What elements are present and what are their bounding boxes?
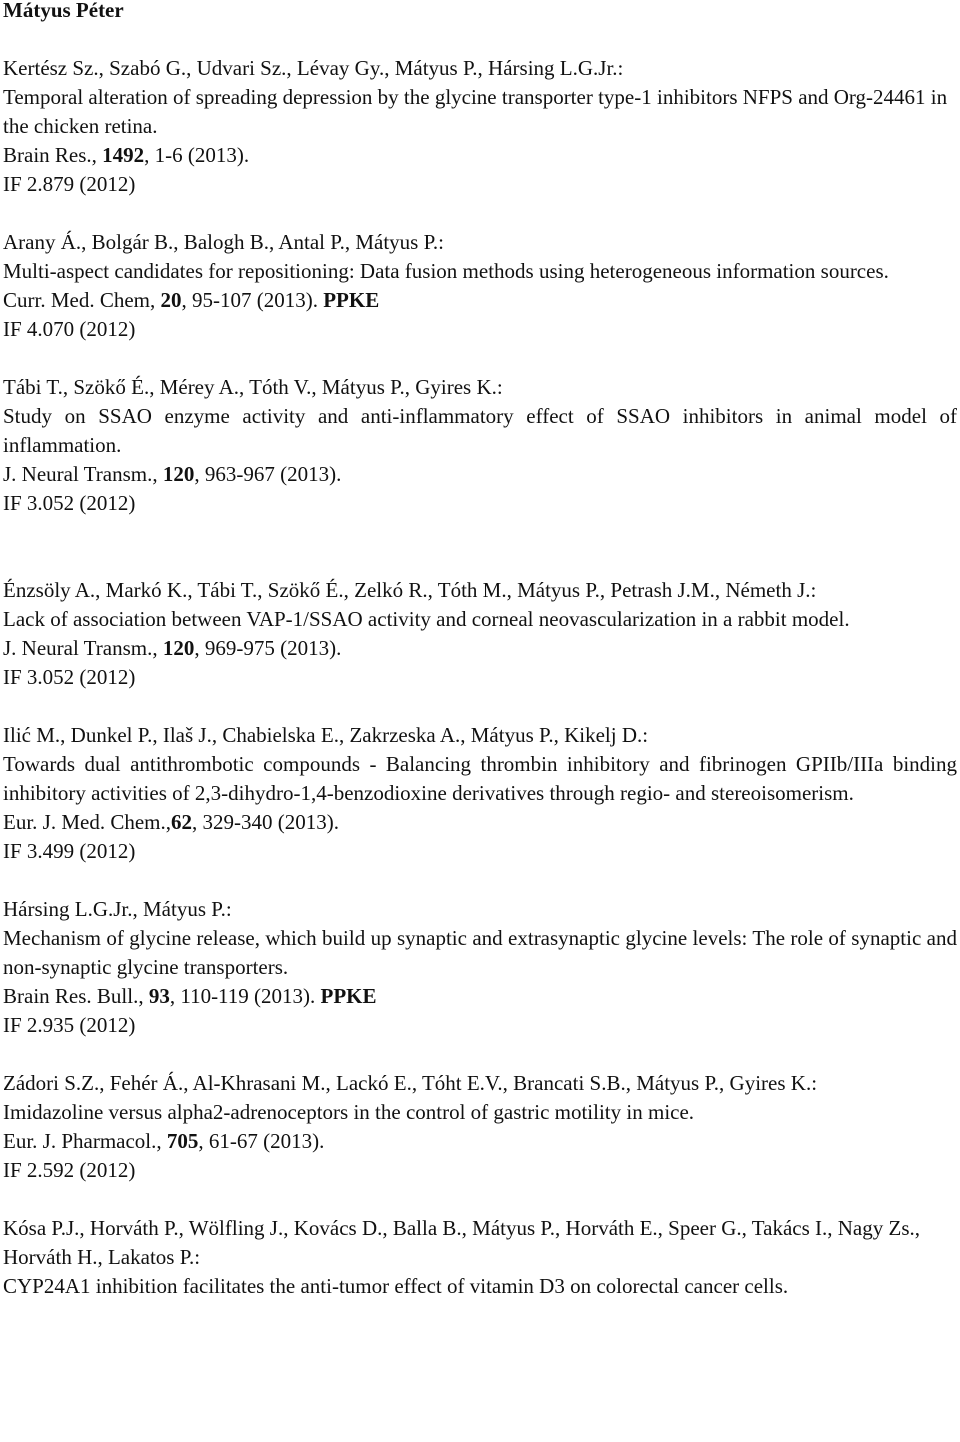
- spacer: [3, 25, 957, 54]
- publication-citation: J. Neural Transm., 120, 963-967 (2013).: [3, 462, 342, 486]
- spacer: [3, 866, 957, 895]
- publication-entry: [3, 576, 957, 692]
- journal-volume: 120: [162, 636, 195, 660]
- publication-title: Multi-aspect candidates for repositioning: Data fusion methods using heterogeneous information sources.: [3, 259, 889, 283]
- journal-name: J. Neural Transm.: [3, 636, 153, 660]
- impact-factor: IF 4.070 (2012): [3, 317, 136, 341]
- publication-authors: Ilić M., Dunkel P., Ilaš J., Chabielska E., Zakrzeska A., Mátyus P., Kikelj D.:: [3, 723, 649, 747]
- impact-factor: IF 3.052 (2012): [3, 491, 136, 515]
- spacer: [3, 692, 957, 721]
- publication-citation: Brain Res., 1492, 1-6 (2013).: [3, 143, 250, 167]
- spacer: [3, 518, 957, 576]
- impact-factor: IF 2.879 (2012): [3, 172, 136, 196]
- publication-entry: [3, 228, 957, 344]
- publication-authors: Arany Á., Bolgár B., Balogh B., Antal P., Mátyus P.:: [3, 230, 445, 254]
- publication-entry: [3, 373, 957, 518]
- journal-volume: 1492: [102, 143, 145, 167]
- publication-title: Temporal alteration of spreading depression by the glycine transporter type-1 inhibitors NFPS and Org-24461 in the chicken retina.: [3, 85, 948, 138]
- publication-title: Imidazoline versus alpha2-adrenoceptors in the control of gastric motility in mice.: [3, 1100, 695, 1124]
- journal-name: J. Neural Transm.: [3, 462, 153, 486]
- publication-title: CYP24A1 inhibition facilitates the anti-tumor effect of vitamin D3 on colorectal cancer cells.: [3, 1274, 789, 1298]
- publication-entry: [3, 1214, 957, 1301]
- publication-authors: Kósa P.J., Horváth P., Wölfling J., Kovács D., Balla B., Mátyus P., Horváth E., Speer G., Takács I., Nagy Zs., Horváth H., Lakatos P.:: [3, 1216, 920, 1269]
- journal-name: Curr. Med. Chem: [3, 288, 150, 312]
- impact-factor: IF 3.052 (2012): [3, 665, 136, 689]
- journal-volume: 93: [148, 984, 170, 1008]
- impact-factor: IF 2.592 (2012): [3, 1158, 136, 1182]
- publication-authors: Kertész Sz., Szabó G., Udvari Sz., Lévay Gy., Mátyus P., Hársing L.G.Jr.:: [3, 56, 624, 80]
- publication-authors: Tábi T., Szökő É., Mérey A., Tóth V., Mátyus P., Gyires K.:: [3, 375, 503, 399]
- institution-tag: PPKE: [323, 288, 380, 312]
- journal-pages: , 61-67 (2013).: [198, 1129, 325, 1153]
- journal-volume: 120: [162, 462, 195, 486]
- publication-title: Towards dual antithrombotic compounds - Balancing thrombin inhibitory and fibrinogen GPIIb/IIIa binding inhibitory activities of 2,3-dihydro-1,4-benzodioxine derivatives through regio- and stereoisomerism.: [3, 752, 957, 805]
- journal-pages: , 963-967 (2013).: [194, 462, 342, 486]
- publication-authors: Énzsöly A., Markó K., Tábi T., Szökő É., Zelkó R., Tóth M., Mátyus P., Petrash J.M., Németh J.:: [3, 578, 817, 602]
- journal-name: Eur. J. Pharmacol.: [3, 1129, 157, 1153]
- institution-tag: PPKE: [320, 984, 377, 1008]
- journal-name: Brain Res. Bull.: [3, 984, 139, 1008]
- journal-name: Eur. J. Med. Chem.: [3, 810, 166, 834]
- publication-citation: Eur. J. Med. Chem.,62, 329-340 (2013).: [3, 810, 339, 834]
- publication-list-page: [3, 0, 957, 1301]
- publication-citation: Eur. J. Pharmacol., 705, 61-67 (2013).: [3, 1129, 325, 1153]
- journal-volume: 705: [166, 1129, 199, 1153]
- journal-pages: , 1-6 (2013).: [144, 143, 250, 167]
- publication-entry: [3, 895, 957, 1040]
- journal-pages: , 95-107 (2013).: [181, 288, 318, 312]
- publication-citation: J. Neural Transm., 120, 969-975 (2013).: [3, 636, 342, 660]
- publication-citation: Brain Res. Bull., 93, 110-119 (2013). PPKE: [3, 984, 377, 1008]
- journal-pages: , 329-340 (2013).: [192, 810, 339, 834]
- impact-factor: IF 3.499 (2012): [3, 839, 136, 863]
- publication-entry: [3, 1069, 957, 1185]
- spacer: [3, 1040, 957, 1069]
- spacer: [3, 344, 957, 373]
- publication-title: Lack of association between VAP-1/SSAO activity and corneal neovascularization in a rabbit model.: [3, 607, 850, 631]
- publication-entry: [3, 721, 957, 866]
- publication-title: Study on SSAO enzyme activity and anti-inflammatory effect of SSAO inhibitors in animal model of inflammation.: [3, 404, 957, 457]
- publication-entry: [3, 54, 957, 199]
- publication-citation: Curr. Med. Chem, 20, 95-107 (2013). PPKE: [3, 288, 380, 312]
- journal-pages: , 110-119 (2013).: [169, 984, 316, 1008]
- publication-authors: Zádori S.Z., Fehér Á., Al-Khrasani M., Lackó E., Tóht E.V., Brancati S.B., Mátyus P., Gyires K.:: [3, 1071, 818, 1095]
- spacer: [3, 199, 957, 228]
- journal-pages: , 969-975 (2013).: [194, 636, 342, 660]
- publication-title: Mechanism of glycine release, which build up synaptic and extrasynaptic glycine levels: The role of synaptic and non-synaptic glycine transporters.: [3, 926, 957, 979]
- impact-factor: IF 2.935 (2012): [3, 1013, 136, 1037]
- journal-name: Brain Res.: [3, 143, 92, 167]
- publication-authors: Hársing L.G.Jr., Mátyus P.:: [3, 897, 232, 921]
- page-heading: Mátyus Péter: [3, 0, 124, 22]
- spacer: [3, 1185, 957, 1214]
- journal-volume: 20: [160, 288, 182, 312]
- journal-volume: 62: [171, 810, 192, 834]
